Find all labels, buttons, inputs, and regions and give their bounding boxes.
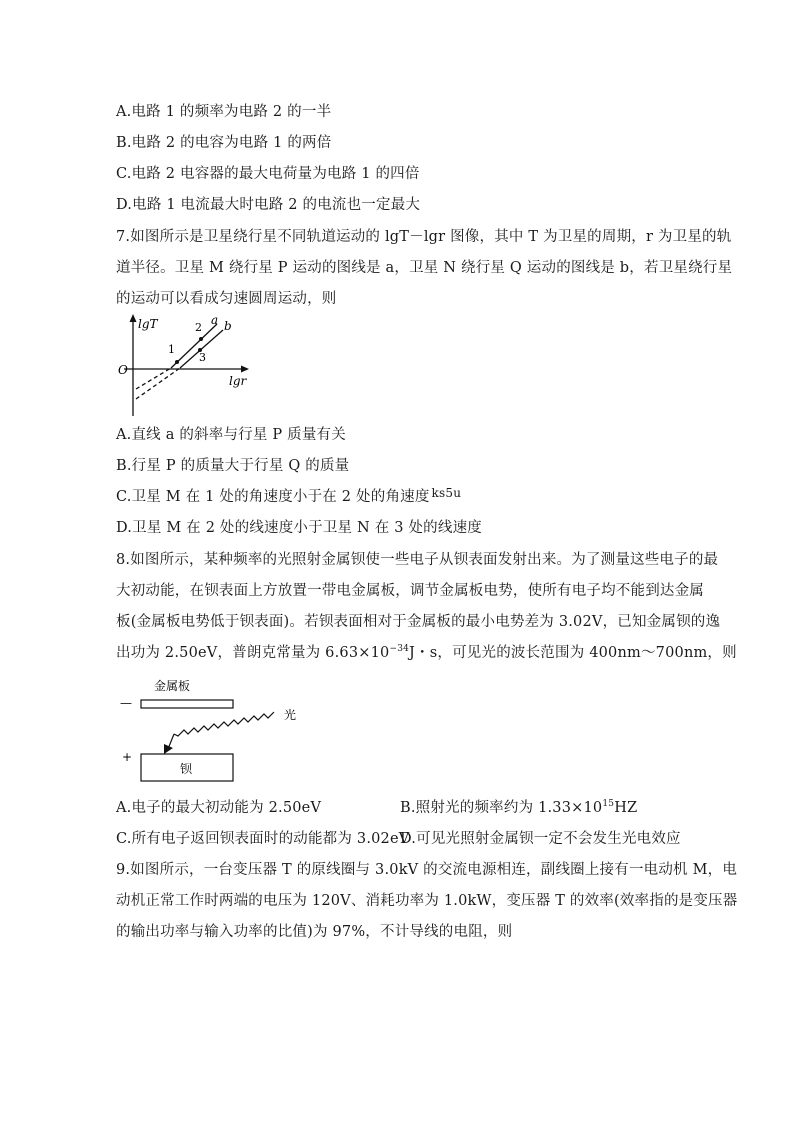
- q7-stem-line2: 道半径。卫星 M 绕行星 P 运动的图线是 a，卫星 N 绕行星 Q 运动的图线是 b，若卫星绕行星: [116, 260, 733, 276]
- q8-stem-line1: 8.如图所示，某种频率的光照射金属钡使一些电子从钡表面发射出来。为了测量这些电子的最: [116, 552, 719, 568]
- point-3-label: 3: [199, 351, 206, 364]
- q8-stem-line3: 板(金属板电势低于钡表面)。若钡表面相对于金属板的最小电势差为 3.02V，已知金属钡的逸: [116, 614, 721, 630]
- q9-stem-line2: 动机正常工作时两端的电压为 120V、消耗功率为 1.0kW，变压器 T 的效率(效率指的是变压器: [116, 893, 738, 909]
- line-b-label: b: [224, 319, 232, 333]
- q9-stem-line1: 9.如图所示，一台变压器 T 的原线圈与 3.0kV 的交流电源相连，副线圈上接有一电动机 M，电: [116, 862, 738, 878]
- q7-option-c: [116, 487, 461, 507]
- q8-line4-post: J・s，可见光的波长范围为 400nm～700nm，则: [409, 645, 737, 661]
- q7-stem-line1: 7.如图所示是卫星绕行星不同轨道运动的 lgT－lgr 图像，其中 T 为卫星的周期，r 为卫星的轨: [116, 229, 732, 245]
- q8-stem-line4: [116, 643, 737, 663]
- q8-line4-exponent: −34: [389, 644, 410, 655]
- q7-option-c-tag: ks5u: [431, 486, 462, 500]
- q7-lgT-lgr-graph: [112, 312, 252, 418]
- y-axis-arrow: [130, 314, 137, 322]
- q8-option-c: C.所有电子返回钡表面时的动能都为 3.02eV: [116, 831, 410, 847]
- light-ray: [174, 712, 274, 736]
- q6-option-d: D.电路 1 电流最大时电路 2 的电流也一定最大: [116, 197, 421, 213]
- point-2-label: 2: [195, 321, 202, 334]
- line-a-label: a: [211, 313, 219, 327]
- y-axis-label: lgT: [138, 317, 158, 331]
- q8-line4-pre: 出功为 2.50eV，普朗克常量为 6.63×10: [116, 645, 390, 661]
- q6-option-a: A.电路 1 的频率为电路 2 的一半: [116, 104, 332, 120]
- barium-label: 钡: [180, 762, 193, 776]
- q8-options-row1: [116, 798, 321, 818]
- q8-stem-line2: 大初动能，在钡表面上方放置一带电金属板，调节金属板电势，使所有电子均不能到达金属: [116, 583, 704, 599]
- q8-option-b: [400, 798, 637, 818]
- x-axis-arrow: [241, 366, 249, 373]
- point-1: [175, 360, 179, 364]
- origin-label: O: [118, 363, 128, 377]
- q7-option-c-text: C.卫星 M 在 1 处的角速度小于在 2 处的角速度: [116, 489, 430, 505]
- metal-plate-label: 金属板: [154, 679, 191, 693]
- q7-stem-line3: 的运动可以看成匀速圆周运动，则: [116, 291, 337, 307]
- minus-sign: —: [120, 696, 132, 710]
- q8-option-b-pre: B.照射光的频率约为 1.33×10: [400, 800, 603, 816]
- q8-option-d: D.可见光照射金属钡一定不会发生光电效应: [400, 831, 681, 847]
- plus-sign: +: [122, 750, 133, 764]
- q8-photoelectric-figure: [116, 674, 306, 784]
- q7-option-d: D.卫星 M 在 2 处的线速度小于卫星 N 在 3 处的线速度: [116, 520, 482, 536]
- line-b-dashed: [136, 368, 180, 399]
- light-label: 光: [284, 708, 297, 722]
- q8-option-b-post: HZ: [614, 800, 638, 816]
- q7-option-b: B.行星 P 的质量大于行星 Q 的质量: [116, 458, 350, 474]
- q6-option-c: C.电路 2 电容器的最大电荷量为电路 1 的四倍: [116, 166, 420, 182]
- q7-option-a: A.直线 a 的斜率与行星 P 质量有关: [116, 427, 346, 443]
- q8-option-b-exponent: 15: [602, 799, 615, 810]
- q8-option-a: A.电子的最大初动能为 2.50eV: [116, 800, 322, 816]
- light-ray-arrowhead: [164, 744, 173, 754]
- q6-option-b: B.电路 2 的电容为电路 1 的两倍: [116, 135, 332, 151]
- metal-plate: [141, 700, 233, 708]
- point-1-label: 1: [168, 343, 175, 356]
- x-axis-label: lgr: [229, 374, 247, 388]
- q9-stem-line3: 的输出功率与输入功率的比值)为 97%，不计导线的电阻，则: [116, 924, 513, 940]
- point-2: [199, 337, 203, 341]
